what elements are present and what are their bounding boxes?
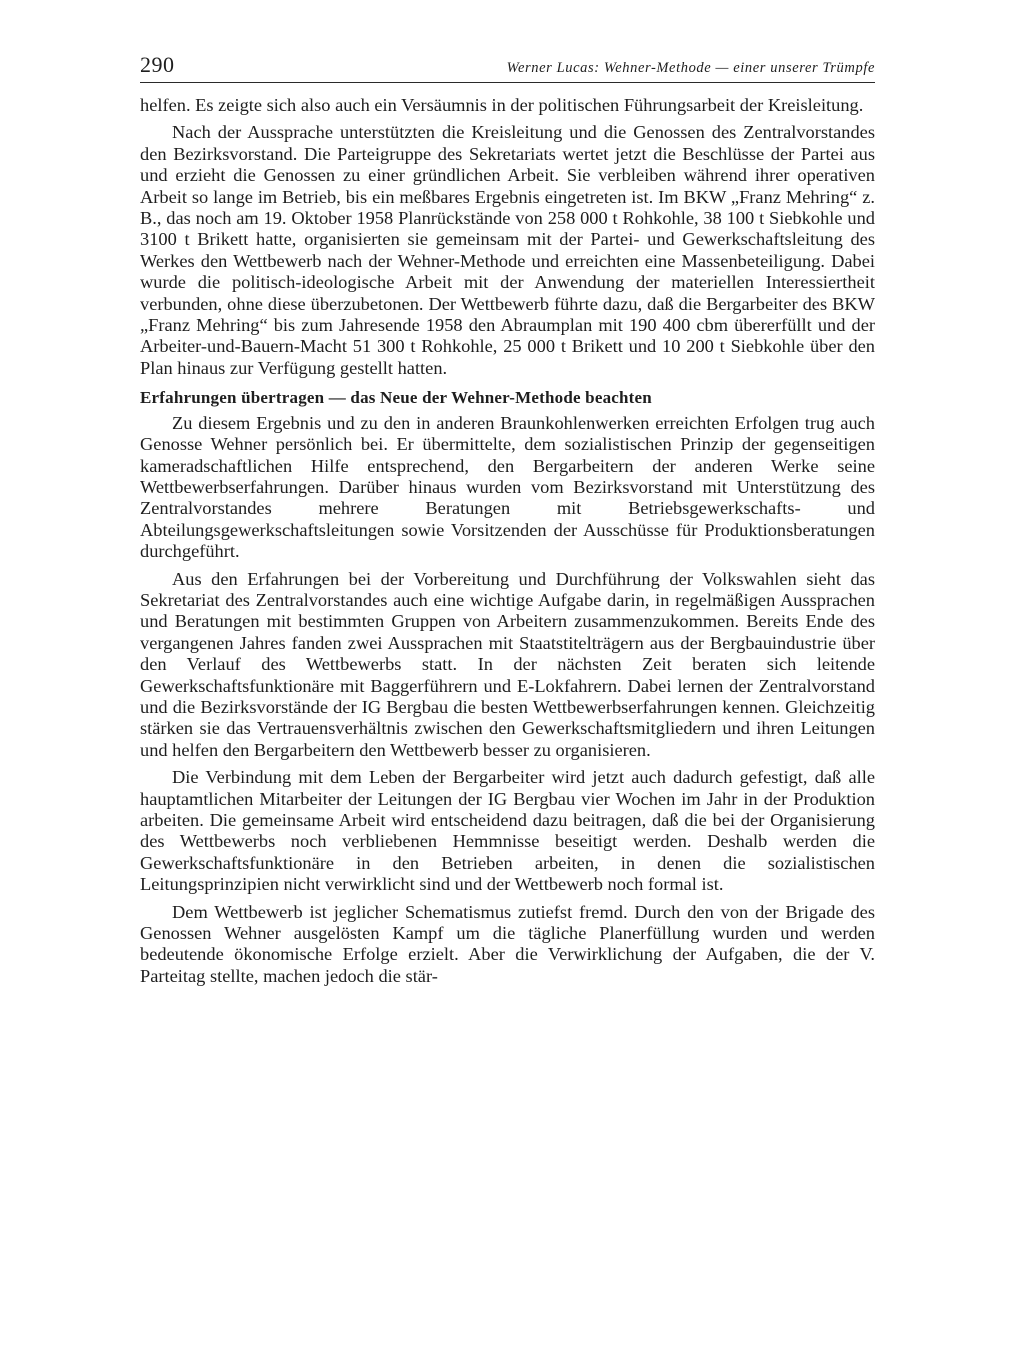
body-text: [140, 95, 875, 987]
paragraph-1: helfen. Es zeigte sich also auch ein Versäumnis in der politischen Führungsarbeit der Kreisleitung.: [140, 95, 864, 115]
paragraph-4: Aus den Erfahrungen bei der Vorbereitung und Durchführung der Volkswahlen sieht das Sekretariat des Zentralvorstandes auch eine wichtige Aufgabe darin, in regelmäßigen Aussprachen und Beratungen mit bestimmten Gruppen von Arbeitern zusammenzukommen. Bereits Ende des vergangenen Jahres fanden zwei Aussprachen mit Staatstitelträgern aus der Bergbauindustrie über den Verlauf des Wettbewerbs statt. In der nächsten Zeit beraten sich leitende Gewerkschaftsfunktionäre mit Baggerführern und E-Lokfahrern. Dabei lernen der Zentralvorstand und die Bezirksvorstände der IG Bergbau die besten Wettbewerbserfahrungen kennen. Gleichzeitig stärken sie das Vertrauensverhältnis zwischen den Gewerkschaftsmitgliedern und ihren Leitungen und helfen den Bergarbeitern den Wettbewerb besser zu organisieren.: [140, 568, 875, 760]
document-page: [140, 52, 875, 993]
page-header: [140, 52, 875, 83]
paragraph-3: Zu diesem Ergebnis und zu den in anderen Braunkohlenwerken erreichten Erfolgen trug auch Genosse Wehner persönlich bei. Er übermittelte, dem sozialistischen Prinzip der gegenseitigen kameradschaftlichen Hilfe entsprechend, den Bergarbeitern der anderen Werke seine Wettbewerbserfahrungen. Darüber hinaus wurden vom Bezirksvorstand mit Unterstützung des Zentralvorstandes mehrere Beratungen mit Betriebsgewerkschafts- und Abteilungsgewerkschaftsleitungen sowie Vorsitzenden der Ausschüsse für Produktionsberatungen durchgeführt.: [140, 412, 875, 562]
running-head: Werner Lucas: Wehner-Methode — einer unserer Trümpfe: [506, 60, 875, 76]
section-heading: Erfahrungen übertragen — das Neue der Wehner-Methode beachten: [140, 388, 652, 408]
paragraph-6: Dem Wettbewerb ist jeglicher Schematismus zutiefst fremd. Durch den von der Brigade des Genossen Wehner ausgelösten Kampf um die tägliche Planerfüllung wurden und werden bedeutende ökonomische Erfolge erzielt. Aber die Verwirklichung der Aufgaben, die der V. Parteitag stellte, machen jedoch die stär-: [140, 901, 875, 986]
paragraph-5: Die Verbindung mit dem Leben der Bergarbeiter wird jetzt auch dadurch gefestigt, daß alle hauptamtlichen Mitarbeiter der Leitungen der IG Bergbau vier Wochen im Jahr in der Produktion arbeiten. Die gemeinsame Arbeit wird entscheidend dazu beitragen, daß die bei der Organisierung des Wettbewerbs noch verbliebenen Hemmnisse beseitigt werden. Deshalb werden die Gewerkschaftsfunktionäre in den Betrieben arbeiten, in denen die sozialistischen Leitungsprinzipien nicht verwirklicht sind und der Wettbewerb noch formal ist.: [140, 767, 875, 895]
page-number: 290: [140, 52, 175, 77]
paragraph-2: Nach der Aussprache unterstützten die Kreisleitung und die Genossen des Zentralvorstandes den Bezirksvorstand. Die Parteigruppe des Sekretariats wertet jetzt die Beschlüsse der Partei aus und erzieht die Genossen zu einer gründlichen Arbeit. Sie verbleiben während ihrer operativen Arbeit so lange im Betrieb, bis ein meßbares Ergebnis eingetreten ist. Im BKW „Franz Mehring“ z. B., das noch am 19. Oktober 1958 Planrückstände von 258 000 t Rohkohle, 38 100 t Siebkohle und 3100 t Brikett hatte, organisierten sie gemeinsam mit der Partei- und Gewerkschaftsleitung des Werkes den Wettbewerb nach der Wehner-Methode und erreichten eine Massenbeteiligung. Dabei wurde die politisch-ideologische Arbeit mit der Anwendung der materiellen Interessiertheit verbunden, ohne diese überzubetonen. Der Wettbewerb führte dazu, daß die Bergarbeiter des BKW „Franz Mehring“ bis zum Jahresende 1958 den Abraumplan mit 190 400 cbm übererfüllt und der Arbeiter-und-Bauern-Macht 51 300 t Rohkohle, 25 000 t Brikett und 10 200 t Siebkohle über den Plan hinaus zur Verfügung gestellt hatten.: [140, 122, 875, 378]
